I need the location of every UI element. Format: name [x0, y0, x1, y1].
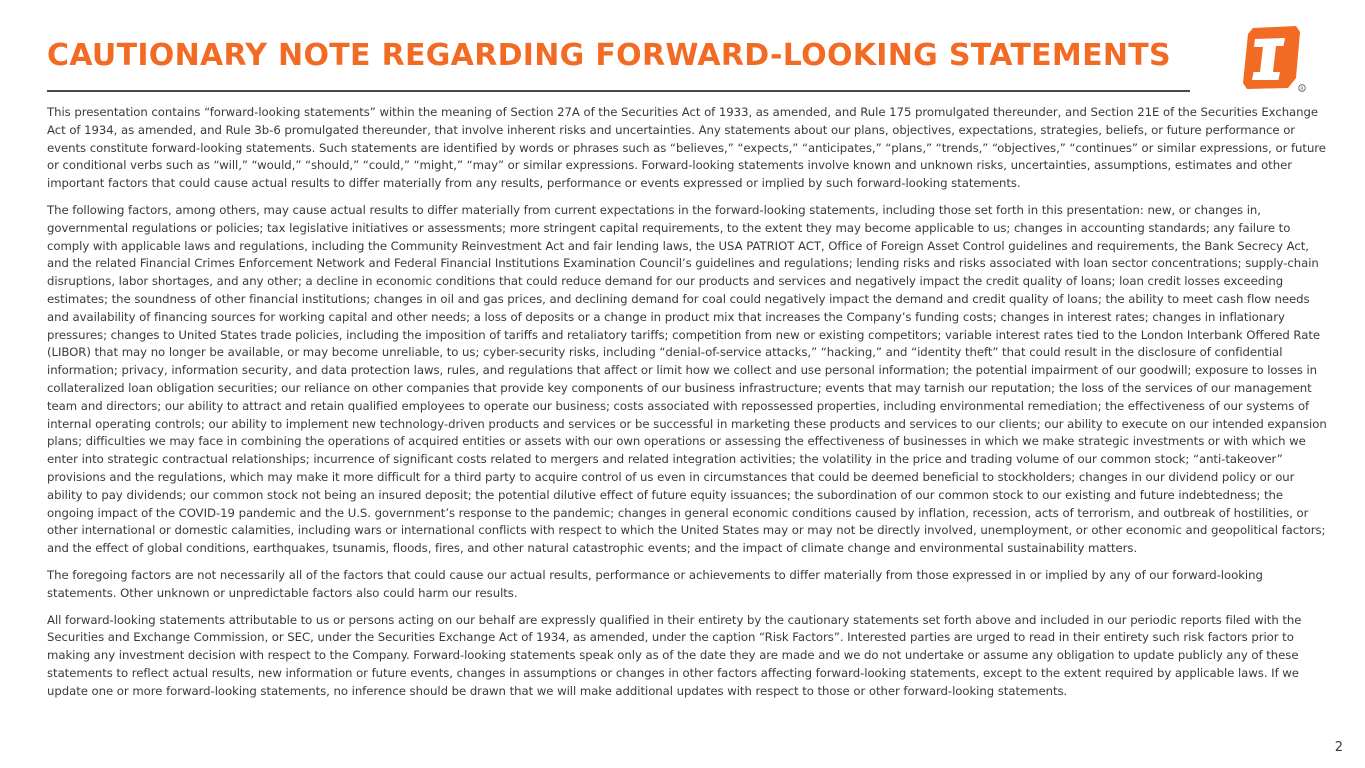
disclaimer-body: [47, 104, 1329, 710]
paragraph-foregoing: The foregoing factors are not necessarily all of the factors that could cause our actual results, performance or achievements to differ materially from those expressed in or implied by any of our forward-looking statements. Other unknown or unpredictable factors also could harm our results.: [47, 567, 1263, 600]
slide-title: CAUTIONARY NOTE REGARDING FORWARD-LOOKING STATEMENTS: [47, 38, 1171, 73]
paragraph-factors: The following factors, among others, may cause actual results to differ materially from current expectations in the forward-looking statements, including those set forth in this presentation: new, or changes in, governmental regulations or policies; tax legislative initiatives or assessments; more stringent capital requirements, to the extent they may become applicable to us; changes in accounting standards; any failure to comply with applicable laws and regulations, including the Community Reinvestment Act and fair lending laws, the USA PATRIOT ACT, Office of Foreign Asset Control guidelines and requirements, the Bank Secrecy Act, and the related Financial Crimes Enforcement Network and Federal Financial Institutions Examination Council’s guidelines and regulations; lending risks and risks associated with loan sector concentrations; supply-chain disruptions, labor shortages, and any other; a decline in economic conditions that could reduce demand for our products and services and negatively impact the credit quality of loans; loan credit losses exceeding estimates; the soundness of other financial institutions; changes in oil and gas prices, and declining demand for coal could negatively impact the demand and credit quality of loans; the ability to meet cash flow needs and availability of financing sources for working capital and other needs; a loss of deposits or a change in product mix that increases the Company’s funding costs; changes in interest rates; changes in inflationary pressures; changes to United States trade policies, including the imposition of tariffs and retaliatory tariffs; competition from new or existing competitors; variable interest rates tied to the London Interbank Offered Rate (LIBOR) that may no longer be available, or may become unreliable, to us; cyber-security risks, including “denial-of-service attacks,” “hacking,” and “identity theft” that could result in the disclosure of confidential information; privacy, information security, and data protection laws, rules, and regulations that affect or limit how we collect and use personal information; the potential impairment of our goodwill; exposure to losses in collateralized loan obligation securities; our reliance on other companies that provide key components of our business infrastructure; events that may tarnish our reputation; the loss of the services of our management team and directors; our ability to attract and retain qualified employees to operate our business; costs associated with repossessed properties, including environmental remediation; the effectiveness of our systems of internal operating controls; our ability to implement new technology-driven products and services or be successful in marketing these products and services to our clients; our ability to execute on our intended expansion plans; difficulties we may face in combining the operations of acquired entities or assets with our own operations or assessing the effectiveness of businesses in which we make strategic investments or with which we enter into strategic contractual relationships; incurrence of significant costs related to mergers and related integration activities; the volatility in the price and trading volume of our common stock; “anti-takeover” provisions and the regulations, which may make it more difficult for a third party to acquire control of us even in circumstances that could be deemed beneficial to stockholders; changes in our dividend policy or our ability to pay dividends; our common stock not being an insured deposit; the potential dilutive effect of future equity issuances; the subordination of our common stock to our existing and future indebtedness; the ongoing impact of the COVID-19 pandemic and the U.S. government’s response to the pandemic; changes in general economic conditions caused by inflation, recession, acts of terrorism, and outbreak of hostilities, or other international or domestic calamities, including wars or international conflicts with respect to which the United States may or may not be directly involved, unemployment, or other economic and geopolitical factors; and the effect of global conditions, earthquakes, tsunamis, floods, fires, and other natural catastrophic events; and the impact of climate change and environmental sustainability matters.: [47, 202, 1327, 556]
paragraph-qualification: All forward-looking statements attributable to us or persons acting on our behalf are expressly qualified in their entirety by the cautionary statements set forth above and included in our periodic reports filed with the Securities and Exchange Commission, or SEC, under the Securities Exchange Act of 1934, as amended, under the caption “Risk Factors”. Interested parties are urged to read in their entirety such risk factors prior to making any investment decision with respect to the Company. Forward-looking statements speak only as of the date they are made and we do not undertake or assume any obligation to update publicly any of these statements to reflect actual results, new information or future events, changes in assumptions or changes in other factors affecting forward-looking statements, except to the extent required by applicable laws. If we update one or more forward-looking statements, no inference should be drawn that we will make additional updates with respect to those or other forward-looking statements.: [47, 612, 1302, 698]
company-logo-icon: [1240, 22, 1308, 94]
title-divider: [47, 90, 1190, 92]
paragraph-intro: This presentation contains “forward-looking statements” within the meaning of Section 27A of the Securities Act of 1933, as amended, and Rule 175 promulgated thereunder, and Section 21E of the Securities Exchange Act of 1934, as amended, and Rule 3b-6 promulgated thereunder, that involve inherent risks and uncertainties. Any statements about our plans, objectives, expectations, strategies, beliefs, or future performance or events constitute forward-looking statements. Such statements are identified by words or phrases such as “believes,” “expects,” “anticipates,” “plans,” “trends,” “objectives,” “continues” or similar expressions, or future or conditional verbs such as “will,” “would,” “should,” “could,” “might,” “may” or similar expressions. Forward-looking statements involve known and unknown risks, uncertainties, assumptions, estimates and other important factors that could cause actual results to differ materially from any results, performance or events expressed or implied by such forward-looking statements.: [47, 105, 1326, 191]
page-number: 2: [1334, 740, 1343, 755]
svg-text:R: R: [1300, 86, 1304, 92]
